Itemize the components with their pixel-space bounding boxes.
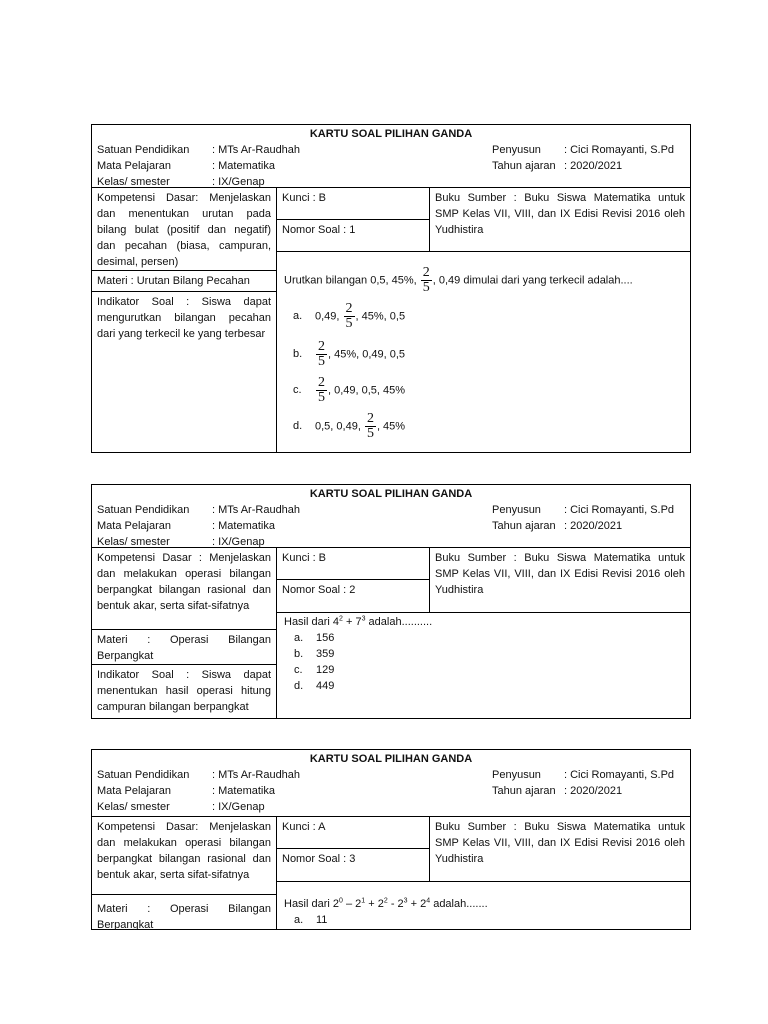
question-area [276,882,690,930]
tahun-value: : 2020/2021 [564,785,623,797]
fraction-two-fifths: $\frac{2}{5}$ [366,411,374,441]
question-area [276,252,690,453]
question-text: Urutkan bilangan 0,5, 45%, $\frac{2}{5}$ , 0,49 dimulai dari yang terkecil adalah.... [284,265,633,295]
satuan-value: : MTs Ar-Raudhah [212,504,301,516]
question-text: Hasil dari $4^2 + 7^3$ adalah.......... [284,615,433,628]
materi: Materi : Operasi Bilangan Berpangkat [92,630,276,665]
option-c: c. 129 [294,664,335,676]
fraction-two-fifths: $\frac{2}{5}$ [345,301,353,331]
kunci: Kunci : B [276,548,429,580]
card-header [92,750,690,817]
kelas-label: Kelas/ smester [97,801,170,813]
materi: Materi : Urutan Bilang Pecahan [92,271,276,292]
satuan-value: : MTs Ar-Raudhah [212,144,301,156]
satuan-label: Satuan Pendidikan [97,504,190,516]
tahun-label: Tahun ajaran [492,160,556,172]
penyusun-value: : Cici Romayanti, S.Pd [564,144,675,156]
mapel-label: Mata Pelajaran [97,520,171,532]
option-a: a. 11 [294,914,328,926]
kunci: Kunci : A [276,817,429,849]
buku-sumber: Buku Sumber : Buku Siswa Matematika untuk SMP Kelas VII, VIII, dan IX Edisi Revisi 2016 oleh Yudhistira [429,817,690,882]
nomor-soal: Nomor Soal : 3 [276,849,429,882]
kompetensi-dasar: Kompetensi Dasar : Menjelaskan dan melakukan operasi bilangan berpangkat bilangan rasional dan bentuk akar, serta sifat-sifatnya [92,548,276,630]
card-title: KARTU SOAL PILIHAN GANDA [309,128,473,140]
satuan-label: Satuan Pendidikan [97,144,190,156]
mapel-label: Mata Pelajaran [97,160,171,172]
card-title: KARTU SOAL PILIHAN GANDA [309,753,473,765]
card-title: KARTU SOAL PILIHAN GANDA [309,488,473,500]
option-d: d. 449 [294,680,335,692]
fraction-two-fifths: $\frac{2}{5}$ [318,339,325,369]
kompetensi-dasar: Kompetensi Dasar: Menjelaskan dan melakukan operasi bilangan berpangkat bilangan rasional dan bentuk akar, serta sifat-sifatnya [92,817,276,895]
satuan-value: : MTs Ar-Raudhah [212,769,301,781]
mapel-value: : Matematika [212,160,275,172]
kelas-label: Kelas/ smester [97,176,170,188]
question-area [276,613,690,719]
option-a: a. 0,49, $\frac{2}{5}$ , 45%, 0,5 [293,301,406,331]
indikator-soal: Indikator Soal : Siswa dapat menentukan hasil operasi hitung campuran bilangan berpangkat [97,669,271,713]
tahun-value: : 2020/2021 [564,160,623,172]
kelas-value: : IX/Genap [212,801,265,813]
penyusun-label: Penyusun [492,769,541,781]
nomor-soal: Nomor Soal : 2 [276,580,429,613]
question-card-3 [91,749,691,930]
penyusun-value: : Cici Romayanti, S.Pd [564,504,675,516]
mapel-value: : Matematika [212,785,275,797]
question-card-1 [91,124,691,453]
mapel-label: Mata Pelajaran [97,785,171,797]
mapel-value: : Matematika [212,520,275,532]
kompetensi-dasar: Kompetensi Dasar: Menjelaskan dan menentukan urutan pada bilang bulat (positif dan negatif) dan pecahan (biasa, campuran, desimal, persen) [92,188,276,271]
kunci: Kunci : B [276,188,429,220]
option-b: b. $\frac{2}{5}$ , 45%, 0,49, 0,5 [293,339,406,369]
nomor-soal: Nomor Soal : 1 [276,220,429,252]
card-header [92,485,690,548]
buku-sumber: Buku Sumber : Buku Siswa Matematika untuk SMP Kelas VII, VIII, dan IX Edisi Revisi 2016 oleh Yudhistira [429,188,690,252]
question-card-2 [91,484,691,719]
penyusun-label: Penyusun [492,144,541,156]
tahun-label: Tahun ajaran [492,520,556,532]
tahun-label: Tahun ajaran [492,785,556,797]
card-header [92,125,690,188]
fraction-two-fifths: $\frac{2}{5}$ [422,265,430,295]
kelas-label: Kelas/ smester [97,536,170,548]
option-b: b. 359 [294,648,335,660]
kelas-value: : IX/Genap [212,176,265,188]
question-text: Hasil dari $2^0 - 2^1 + 2^2 - 2^3 + 2^4$ adalah....... [284,897,488,910]
penyusun-value: : Cici Romayanti, S.Pd [564,769,675,781]
option-c: c. $\frac{2}{5}$ , 0,49, 0,5, 45% [293,375,406,405]
tahun-value: : 2020/2021 [564,520,623,532]
kelas-value: : IX/Genap [212,536,265,548]
penyusun-label: Penyusun [492,504,541,516]
buku-sumber: Buku Sumber : Buku Siswa Matematika untuk SMP Kelas VII, VIII, dan IX Edisi Revisi 2016 oleh Yudhistira [429,548,690,613]
option-a: a. 156 [294,632,335,644]
indikator-soal: Indikator Soal : Siswa dapat mengurutkan bilangan pecahan dari yang terkecil ke yang terbesar [97,296,271,340]
option-d: d. 0,5, 0,49, $\frac{2}{5}$ , 45% [293,411,406,441]
materi: Materi : Operasi Bilangan Berpangkat [97,903,271,930]
satuan-label: Satuan Pendidikan [97,769,190,781]
fraction-two-fifths: $\frac{2}{5}$ [318,375,325,405]
